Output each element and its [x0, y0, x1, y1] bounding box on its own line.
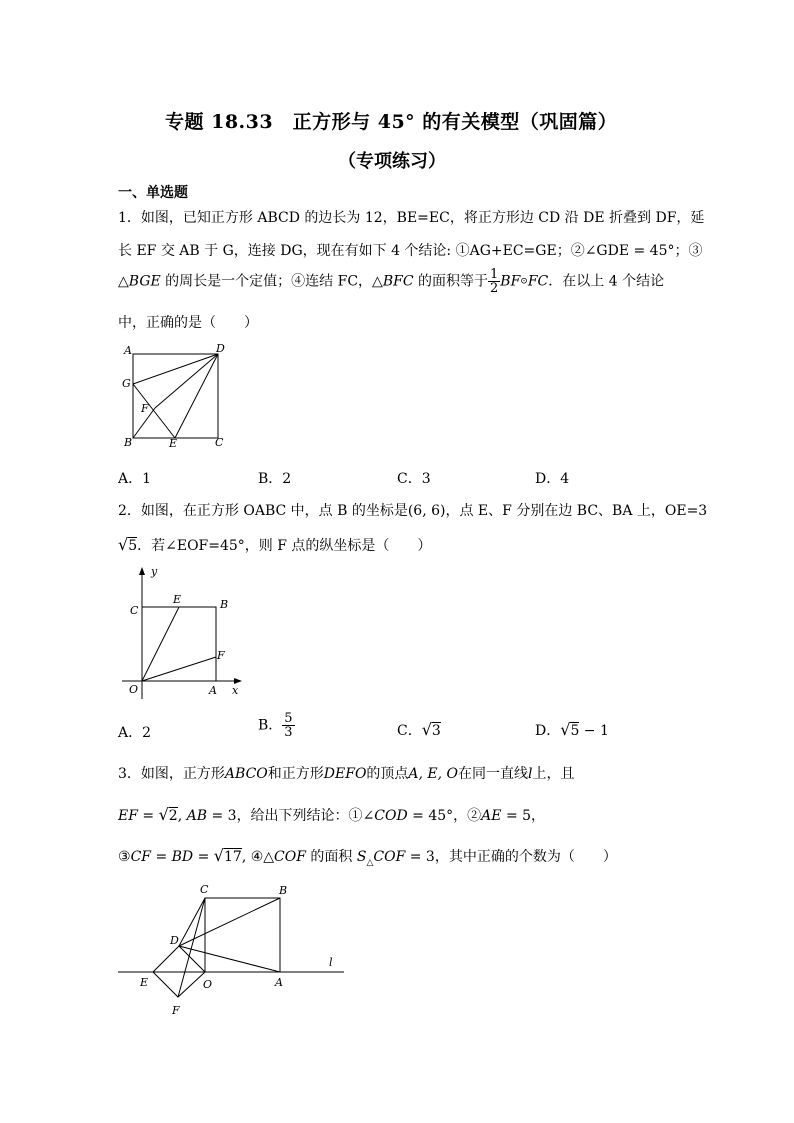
- q1-figure: [118, 340, 230, 452]
- page-title: 专题 18.33 正方形与 45° 的有关模型（巩固篇）: [165, 111, 618, 133]
- q1-label-a: A: [124, 344, 132, 357]
- q3-label-f: F: [172, 1004, 180, 1017]
- q3-line1: 3．如图，正方形ABCO和正方形DEFO的顶点A, E, O在同一直线l上，且: [118, 766, 575, 782]
- q1-label-c: C: [215, 436, 224, 449]
- q2-option-b[interactable]: B． $\frac{5}{3}$: [258, 711, 293, 740]
- q3-square-abco: [205, 898, 280, 972]
- q2-label-c: C: [130, 604, 139, 617]
- q1-label-e: E: [169, 437, 178, 450]
- q3-label-o: O: [203, 978, 213, 991]
- q1-label-g: G: [122, 377, 131, 390]
- q3-label-e: E: [140, 976, 149, 989]
- q3-line3: ③CF = BD = √17, ④△COF 的面积 $S_\triangle COF = 3$，其中正确的个数为（ ）: [118, 846, 617, 868]
- q2-option-a[interactable]: A．2: [118, 725, 152, 741]
- q3-figure: [118, 880, 348, 1020]
- q2-label-b: B: [220, 598, 229, 611]
- q1-option-c[interactable]: C．3: [397, 471, 431, 487]
- q1-label-d: D: [216, 342, 225, 355]
- q1-line1: 1．如图，已知正方形 ABCD 的边长为 12，BE=EC，将正方形边 CD 沿 DE 折叠到 DF，延: [118, 210, 705, 226]
- q2-line1: 2．如图，在正方形 OABC 中，点 B 的坐标是(6, 6)，点 E、F 分别在边 BC、BA 上，OE=3: [118, 503, 708, 519]
- q1-square: [133, 354, 218, 438]
- q2-label-y: y: [151, 565, 158, 578]
- q1-line4: 中，正确的是（ ）: [118, 315, 258, 331]
- q1-label-f: F: [141, 402, 149, 415]
- q1-option-a[interactable]: A．1: [118, 471, 152, 487]
- page-subtitle: （专项练习）: [338, 151, 446, 172]
- q1-option-d[interactable]: D．4: [535, 471, 570, 487]
- q2-square: [142, 607, 216, 681]
- q2-label-e: E: [173, 593, 182, 606]
- q1-label-b: B: [124, 436, 133, 449]
- q3-label-l: l: [329, 956, 333, 969]
- q1-line2: 长 EF 交 AB 于 G，连接 DG，现在有如下 4 个结论: ①AG+EC=GE；②∠GDE = 45°；③: [118, 243, 703, 259]
- q2-option-d[interactable]: D．√5 − 1: [535, 720, 609, 739]
- q2-line2: √5．若∠EOF=45°，则 F 点的纵坐标是（ ）: [118, 535, 432, 554]
- q1-line3: △BGE 的周长是一个定值；④连结 FC，△BFC 的面积等于 $\frac{1}{2}$ BF⊙FC．在以上 4 个结论: [118, 267, 665, 296]
- q1-fraction: $\frac{1}{2}$: [490, 267, 499, 296]
- q2-label-x: x: [232, 684, 239, 697]
- q2-label-o: O: [129, 683, 139, 696]
- q2-label-f: F: [217, 649, 225, 662]
- q1-option-b[interactable]: B．2: [258, 471, 292, 487]
- section-heading: 一、单选题: [118, 185, 188, 201]
- q3-label-c: C: [200, 883, 209, 896]
- q3-label-a: A: [275, 976, 283, 989]
- q2-label-a: A: [209, 684, 217, 697]
- q3-label-d: D: [170, 934, 179, 947]
- q2-figure: [118, 563, 248, 703]
- q3-line2: EF = √2, AB = 3，给出下列结论：①∠COD = 45°，②AE = 5，: [118, 805, 546, 824]
- q3-label-b: B: [279, 884, 288, 897]
- q2-option-c[interactable]: C．√3: [397, 720, 441, 739]
